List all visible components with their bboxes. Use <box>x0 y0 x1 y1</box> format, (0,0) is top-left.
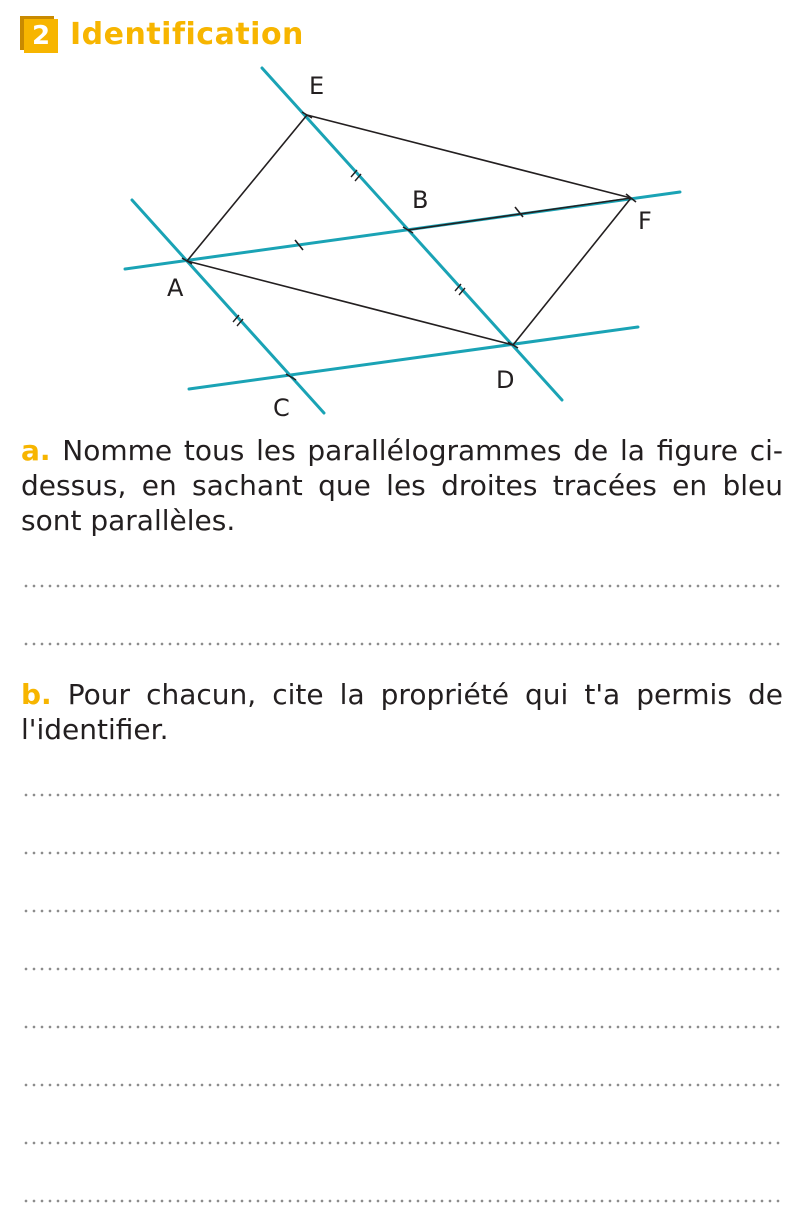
point-label-A: A <box>167 274 184 302</box>
answer-line-a-1[interactable] <box>22 584 782 588</box>
point-label-B: B <box>412 186 429 214</box>
question-a-text: Nomme tous les parallélogrammes de la figure ci-dessus, en sachant que les droites tracées en bleu sont parallèles. <box>21 434 783 537</box>
segment-FD <box>513 198 631 345</box>
segment-AD <box>187 261 513 345</box>
answer-line-b-2[interactable] <box>22 851 782 855</box>
question-b <box>21 677 783 747</box>
segment-BF <box>408 198 631 230</box>
point-label-C: C <box>273 394 290 422</box>
question-b-text: Pour chacun, cite la propriété qui t'a permis de l'identifier. <box>21 678 783 746</box>
blue-line-through-A-C <box>132 200 324 413</box>
answer-line-b-8[interactable] <box>22 1199 782 1203</box>
segment-EA <box>187 115 307 261</box>
point-label-E: E <box>309 72 325 100</box>
exercise-number-badge <box>20 16 58 52</box>
geometry-figure <box>0 60 803 430</box>
answer-line-b-4[interactable] <box>22 967 782 971</box>
question-a <box>21 433 783 538</box>
geometry-figure-svg <box>0 60 803 430</box>
answer-line-b-3[interactable] <box>22 909 782 913</box>
segment-EF <box>307 115 631 198</box>
exercise-number: 2 <box>24 19 58 53</box>
blue-line-ECA-direction <box>262 68 562 400</box>
point-label-D: D <box>496 366 515 394</box>
point-label-F: F <box>638 207 652 235</box>
answer-line-b-5[interactable] <box>22 1025 782 1029</box>
exercise-header <box>20 14 304 54</box>
answer-line-b-6[interactable] <box>22 1083 782 1087</box>
answer-line-b-1[interactable] <box>22 793 782 797</box>
answer-line-b-7[interactable] <box>22 1141 782 1145</box>
answer-line-a-2[interactable] <box>22 642 782 646</box>
question-a-label: a. <box>21 434 51 467</box>
exercise-title: Identification <box>70 16 304 52</box>
question-b-label: b. <box>21 678 52 711</box>
